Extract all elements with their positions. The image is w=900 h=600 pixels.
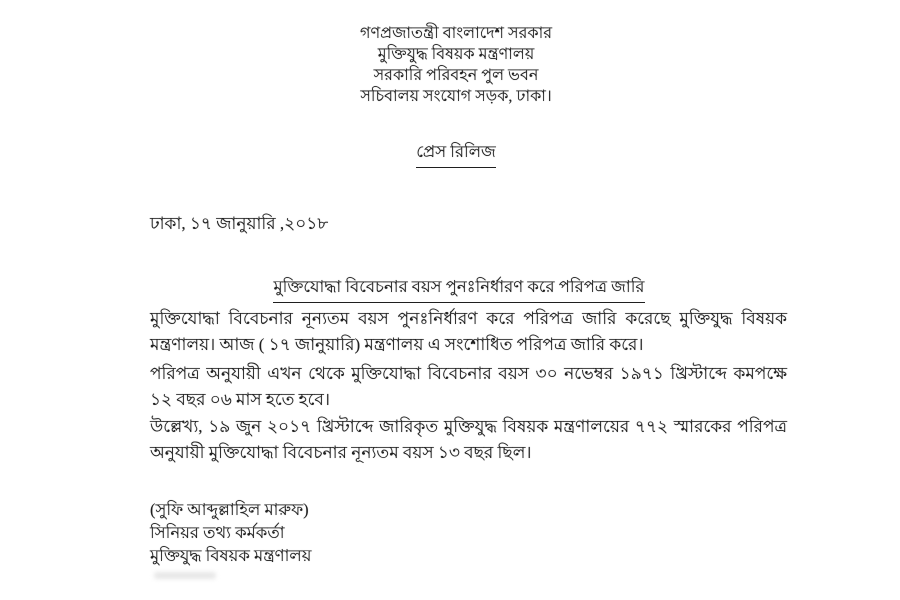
press-release-label: প্রেস রিলিজ [416,139,496,168]
letterhead-building-line: সরকারি পরিবহন পুল ভবন [373,67,539,84]
signatory-name: (সুফি আব্দুল্লাহিল মারুফ) [150,500,309,519]
letterhead [150,23,762,107]
letterhead-government-line: গণপ্রজাতন্ত্রী বাংলাদেশ সরকার [359,25,553,42]
body-paragraph-1: মুক্তিযোদ্ধা বিবেচনার নূন্যতম বয়স পুনঃনির্ধারণ করে পরিপত্র জারি করেছে মুক্তিযুদ্ধ বিষয়ক মন্ত্রণালয়। আজ ( ১৭ জানুয়ারি) মন্ত্রণালয় এ সংশোধিত পরিপত্র জারি করে। [150,309,787,354]
signatory-ministry: মুক্তিযুদ্ধ বিষয়ক মন্ত্রণালয় [150,546,312,565]
document-headline [150,274,768,303]
press-release-heading [150,139,762,168]
body-paragraph-2: পরিপত্র অনুযায়ী এখন থেকে মুক্তিযোদ্ধা বিবেচনার বয়স ৩০ নভেম্বর ১৯৭১ খ্রিস্টাব্দে কমপক্ষে ১২ বছর ০৬ মাস হতে হবে। [150,364,787,409]
signatory-designation: সিনিয়র তথ্য কর্মকর্তা [150,523,285,542]
letterhead-ministry-line: মুক্তিযুদ্ধ বিষয়ক মন্ত্রণালয় [377,46,535,63]
scan-smudge-artifact [154,572,216,579]
dateline: ঢাকা, ১৭ জানুয়ারি ,২০১৮ [150,214,329,233]
signature-block [150,498,311,567]
letterhead-address-line: সচিবালয় সংযোগ সড়ক, ঢাকা। [360,88,552,105]
document-headline-text: মুক্তিযোদ্ধা বিবেচনার বয়স পুনঃনির্ধারণ করে পরিপত্র জারি [273,274,644,303]
body-paragraph-3: উল্লেখ্য, ১৯ জুন ২০১৭ খ্রিস্টাব্দে জারিকৃত মুক্তিযুদ্ধ বিষয়ক মন্ত্রণালয়ের ৭৭২ স্মারকের পরিপত্র অনুযায়ী মুক্তিযোদ্ধা বিবেচনার নূন্যতম বয়স ১৩ বছর ছিল। [150,417,787,462]
